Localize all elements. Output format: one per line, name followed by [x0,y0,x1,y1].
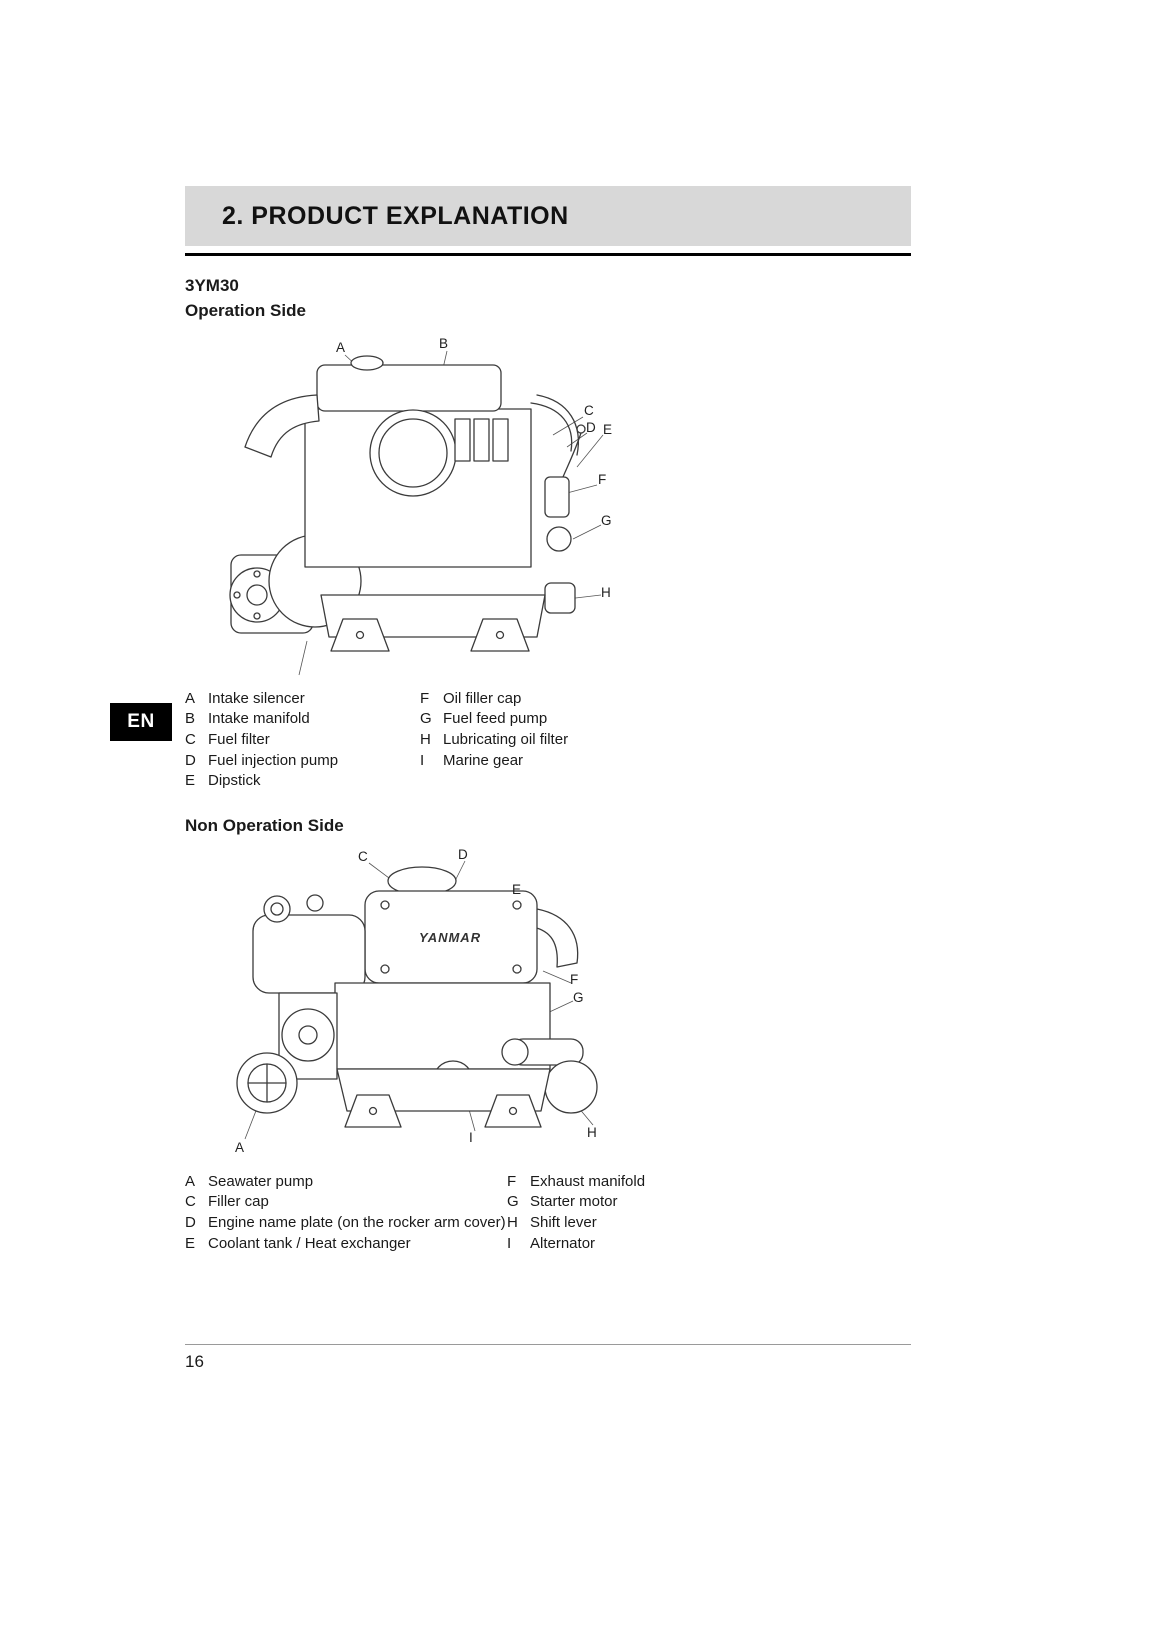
part-item [507,1212,645,1233]
part-label: Intake manifold [208,710,310,728]
engine-line-art [237,867,597,1127]
callout-b: B [439,336,449,351]
callout-h: H [587,1125,597,1140]
part-letter: H [420,730,431,748]
part-letter: H [507,1213,518,1231]
part-item [507,1171,645,1192]
non-operation-side-diagram [215,843,615,1161]
part-label: Seawater pump [208,1172,314,1190]
part-item [185,729,338,750]
callout-c: C [358,849,368,864]
part-item [420,688,568,709]
part-letter: F [420,689,430,707]
callout-a: A [235,1140,245,1155]
part-letter: D [185,751,196,769]
part-letter: F [507,1172,517,1190]
part-item [185,1171,506,1192]
engine-line-art [230,356,585,651]
part-item [185,1233,506,1254]
callout-e: E [512,882,522,897]
callout-a: A [336,340,346,355]
callout-i: I [469,1130,473,1145]
model-heading: 3YM30 [185,276,239,295]
callout-h: H [601,585,611,600]
part-label: Coolant tank / Heat exchanger [208,1234,411,1252]
part-item [185,688,338,709]
part-label: Shift lever [530,1213,597,1231]
callout-e: E [603,422,613,437]
part-item [185,750,338,771]
part-item [420,709,568,730]
callout-g: G [573,990,584,1005]
part-item [507,1192,645,1213]
part-label: Exhaust manifold [530,1172,646,1190]
part-label: Intake silencer [208,689,305,707]
parts-column-left [185,1171,506,1253]
part-item [185,770,338,791]
callout-d: D [586,420,596,435]
part-letter: C [185,1193,196,1211]
language-tab: EN [110,703,172,741]
part-letter: A [185,689,196,707]
part-letter: E [185,1234,196,1252]
part-label: Fuel filter [208,730,270,748]
callout-f: F [598,472,607,487]
part-letter: I [420,751,425,769]
part-item [420,729,568,750]
part-item [420,750,568,771]
section-header-band [185,186,911,246]
part-letter: A [185,1172,196,1190]
part-label: Marine gear [443,751,524,769]
parts-column-right [507,1171,645,1253]
part-item [507,1233,645,1254]
page-number: 16 [185,1352,204,1371]
part-label: Filler cap [208,1193,269,1211]
part-label: Alternator [530,1234,596,1252]
part-letter: D [185,1213,196,1231]
part-label: Oil filler cap [443,689,522,707]
part-label: Dipstick [208,772,261,790]
part-label: Fuel feed pump [443,710,548,728]
callout-d: D [458,847,468,862]
callout-g: G [601,513,612,528]
part-item [185,1192,506,1213]
part-label: Starter motor [530,1193,618,1211]
part-label: Lubricating oil filter [443,730,569,748]
operation-side-diagram [215,333,615,685]
non-operation-side-engine-illustration [215,843,615,1161]
part-letter: I [507,1234,512,1252]
part-letter: B [185,710,196,728]
footer-rule [185,1344,911,1345]
part-label: Engine name plate (on the rocker arm cover) [208,1213,506,1231]
operation-side-heading: Operation Side [185,301,306,320]
part-letter: C [185,730,196,748]
part-letter: E [185,772,196,790]
operation-side-engine-illustration [215,333,615,685]
engine-brand-text: YANMAR [419,930,482,945]
section-title: 2. PRODUCT EXPLANATION [222,201,569,230]
parts-column-left [185,688,338,791]
non-operation-side-heading: Non Operation Side [185,816,344,835]
part-label: Fuel injection pump [208,751,339,769]
part-letter: G [420,710,432,728]
part-item [185,1212,506,1233]
part-item [185,709,338,730]
parts-column-right [420,688,568,770]
part-letter: G [507,1193,519,1211]
callout-c: C [584,403,594,418]
section-header-rule [185,253,911,256]
callout-f: F [570,972,579,987]
